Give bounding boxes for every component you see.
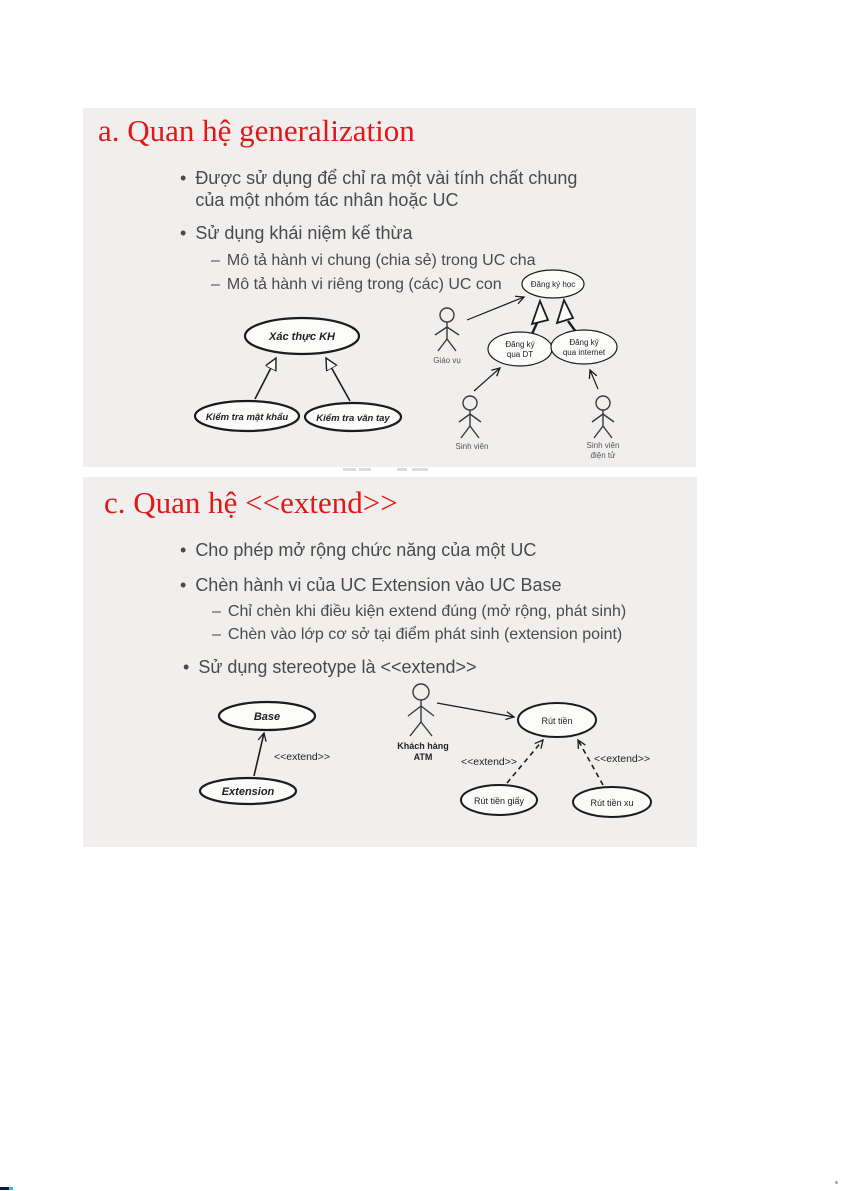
usecase-label: Đăng ký xyxy=(569,338,599,347)
divider-dash xyxy=(397,468,407,471)
actor-sinh-vien-dien-tu xyxy=(587,396,620,460)
usecase-label: Base xyxy=(253,711,281,723)
association-sinhvien xyxy=(474,368,500,391)
slide-generalization xyxy=(83,108,696,467)
bullet-glyph: • xyxy=(180,540,187,560)
dash-glyph: – xyxy=(212,626,221,643)
bullet-glyph: • xyxy=(180,575,187,595)
stereotype-label: <<extend>> xyxy=(593,753,651,765)
slide2-bullet-1-text: Cho phép mở rộng chức năng của một UC xyxy=(195,540,537,560)
association-sinhvien-dientu xyxy=(590,370,598,389)
usecase-label: Rút tiền giấy xyxy=(473,796,525,806)
usecase-label: Xác thực KH xyxy=(269,331,335,343)
slide1-bullet-2-text: Sử dụng khái niệm kế thừa xyxy=(195,223,413,243)
slide1-title: a. Quan hệ generalization xyxy=(98,113,415,148)
dash-glyph: – xyxy=(211,276,220,293)
usecase-label: Đăng ký xyxy=(505,340,535,349)
actor-label: Sinh viên xyxy=(586,441,620,450)
slide2-subbullet-1-text: Chỉ chèn khi điều kiện extend đúng (mở rộng, phát sinh) xyxy=(227,603,627,620)
actor-label: điện tử xyxy=(590,451,616,460)
slide1-subbullet-1-text: Mô tả hành vi chung (chia sẻ) trong UC cha xyxy=(226,252,536,269)
slide1-subbullet-2-text: Mô tả hành vi riêng trong (các) UC con xyxy=(226,276,502,293)
actor-label: Giáo vụ xyxy=(433,356,461,365)
uml-left-generalization xyxy=(195,318,401,431)
stereotype-label: <<extend>> xyxy=(273,751,331,763)
slide2-title: c. Quan hệ <<extend>> xyxy=(104,485,398,520)
usecase-label: Kiểm tra vân tay xyxy=(316,413,390,424)
generalization-arrow xyxy=(255,358,276,399)
slide2-bullet-3-text: Sử dụng stereotype là <<extend>> xyxy=(198,657,477,677)
usecase-label: Extension xyxy=(221,786,275,798)
actor-khach-hang-atm xyxy=(397,684,449,762)
stereotype-label: <<extend>> xyxy=(460,756,518,768)
usecase-label: Đăng ký học xyxy=(530,280,576,289)
uml-left-extend xyxy=(200,702,330,804)
slide2-bullet-2-text: Chèn hành vi của UC Extension vào UC Base xyxy=(195,575,562,595)
actor-label: Khách hàng xyxy=(397,741,449,751)
uml-right-generalization xyxy=(433,270,619,460)
generalization-diagram xyxy=(83,108,696,467)
usecase-label: qua DT xyxy=(506,350,534,359)
extend-diagram xyxy=(83,477,697,847)
usecase-dang-ky-qua-internet xyxy=(551,330,617,364)
actor-label: ATM xyxy=(413,752,433,762)
bullet-glyph: • xyxy=(183,657,190,677)
actor-giao-vu xyxy=(433,308,461,365)
usecase-label: qua internet xyxy=(562,348,606,357)
dash-glyph: – xyxy=(211,252,220,269)
divider-dash xyxy=(412,468,428,471)
usecase-dang-ky-qua-dt xyxy=(488,332,552,366)
usecase-label: Rút tiền xu xyxy=(590,798,634,808)
corner-mark-cyan xyxy=(9,1187,13,1190)
slide-extend xyxy=(83,477,697,847)
bullet-glyph: • xyxy=(180,223,187,243)
divider-dash xyxy=(343,468,356,471)
association-giaovu xyxy=(467,297,524,320)
actor-label: Sinh viên xyxy=(455,442,489,451)
generalization-triangle xyxy=(557,300,573,323)
slide1-bullet-1-text: Được sử dụng để chỉ ra một vài tính chất chung của một nhóm tác nhân hoặc UC xyxy=(195,168,578,210)
generalization-triangle xyxy=(532,301,548,324)
extend-arrow xyxy=(254,733,264,776)
dash-glyph: – xyxy=(212,603,221,620)
actor-sinh-vien xyxy=(456,396,489,451)
corner-mark-dark xyxy=(0,1187,9,1190)
usecase-label: Rút tiền xyxy=(541,716,573,726)
page-dot xyxy=(835,1181,838,1184)
uml-right-extend xyxy=(397,684,651,817)
association-khach-hang xyxy=(437,703,514,717)
slide2-subbullet-2-text: Chèn vào lớp cơ sở tại điểm phát sinh (extension point) xyxy=(227,626,623,643)
generalization-arrow xyxy=(326,358,350,401)
bullet-glyph: • xyxy=(180,168,187,188)
usecase-label: Kiểm tra mật khẩu xyxy=(205,412,289,423)
divider-dash xyxy=(359,468,371,471)
